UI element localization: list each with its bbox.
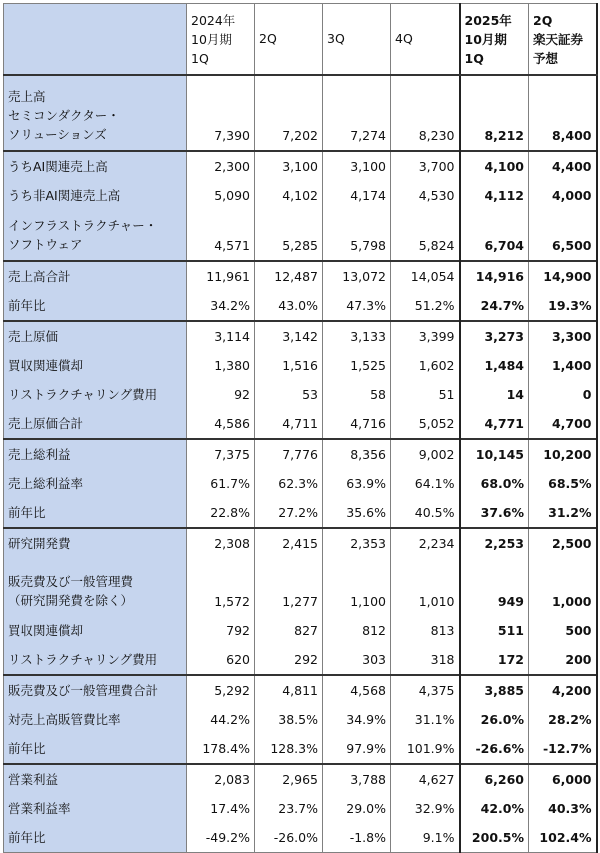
value-cell: 34.2% bbox=[187, 291, 255, 321]
value-cell: 1,000 bbox=[529, 558, 597, 616]
value-cell: 4,112 bbox=[460, 181, 529, 210]
row-label: 売上高 セミコンダクター・ ソリューションズ bbox=[4, 75, 187, 151]
table-row bbox=[4, 181, 597, 210]
table-row bbox=[4, 291, 597, 321]
value-cell: 37.6% bbox=[460, 498, 529, 528]
value-cell: 3,885 bbox=[460, 675, 529, 705]
header-label-cell bbox=[4, 4, 187, 76]
row-label: 買収関連償却 bbox=[4, 616, 187, 645]
row-label: うち非AI関連売上高 bbox=[4, 181, 187, 210]
value-cell: 4,102 bbox=[255, 181, 323, 210]
header-3q: 3Q bbox=[323, 4, 391, 76]
row-label: 前年比 bbox=[4, 823, 187, 853]
header-2q: 2Q bbox=[255, 4, 323, 76]
value-cell: 4,375 bbox=[391, 675, 460, 705]
value-cell: 61.7% bbox=[187, 469, 255, 498]
row-label: 前年比 bbox=[4, 291, 187, 321]
row-label: 営業利益 bbox=[4, 764, 187, 794]
value-cell: 31.2% bbox=[529, 498, 597, 528]
value-cell: 8,212 bbox=[460, 75, 529, 151]
value-cell: 22.8% bbox=[187, 498, 255, 528]
value-cell: 8,230 bbox=[391, 75, 460, 151]
row-label: 売上総利益 bbox=[4, 439, 187, 469]
value-cell: 2,965 bbox=[255, 764, 323, 794]
value-cell: 3,300 bbox=[529, 321, 597, 351]
value-cell: 42.0% bbox=[460, 794, 529, 823]
table-row bbox=[4, 380, 597, 409]
value-cell: 1,277 bbox=[255, 558, 323, 616]
value-cell: 1,400 bbox=[529, 351, 597, 380]
value-cell: 64.1% bbox=[391, 469, 460, 498]
row-label: リストラクチャリング費用 bbox=[4, 380, 187, 409]
value-cell: 3,700 bbox=[391, 151, 460, 181]
value-cell: 7,776 bbox=[255, 439, 323, 469]
row-label: 販売費及び一般管理費 （研究開発費を除く） bbox=[4, 558, 187, 616]
value-cell: 5,285 bbox=[255, 210, 323, 261]
row-label: 研究開発費 bbox=[4, 528, 187, 558]
table-row bbox=[4, 321, 597, 351]
value-cell: 827 bbox=[255, 616, 323, 645]
value-cell: 5,798 bbox=[323, 210, 391, 261]
value-cell: 0 bbox=[529, 380, 597, 409]
value-cell: 6,500 bbox=[529, 210, 597, 261]
header-fy2025-1q: 2025年 10月期 1Q bbox=[460, 4, 529, 76]
value-cell: 3,399 bbox=[391, 321, 460, 351]
value-cell: 9,002 bbox=[391, 439, 460, 469]
value-cell: 3,273 bbox=[460, 321, 529, 351]
table-row bbox=[4, 409, 597, 439]
value-cell: 102.4% bbox=[529, 823, 597, 853]
value-cell: 4,568 bbox=[323, 675, 391, 705]
header-2q-forecast: 2Q 楽天証券 予想 bbox=[529, 4, 597, 76]
value-cell: 1,602 bbox=[391, 351, 460, 380]
value-cell: 1,380 bbox=[187, 351, 255, 380]
value-cell: 812 bbox=[323, 616, 391, 645]
value-cell: 27.2% bbox=[255, 498, 323, 528]
value-cell: 3,142 bbox=[255, 321, 323, 351]
value-cell: 68.5% bbox=[529, 469, 597, 498]
value-cell: 51 bbox=[391, 380, 460, 409]
value-cell: -12.7% bbox=[529, 734, 597, 764]
value-cell: 4,711 bbox=[255, 409, 323, 439]
value-cell: 1,516 bbox=[255, 351, 323, 380]
value-cell: 2,353 bbox=[323, 528, 391, 558]
value-cell: -26.0% bbox=[255, 823, 323, 853]
value-cell: 17.4% bbox=[187, 794, 255, 823]
value-cell: 58 bbox=[323, 380, 391, 409]
value-cell: 1,484 bbox=[460, 351, 529, 380]
value-cell: 5,292 bbox=[187, 675, 255, 705]
value-cell: 29.0% bbox=[323, 794, 391, 823]
value-cell: 2,083 bbox=[187, 764, 255, 794]
value-cell: 949 bbox=[460, 558, 529, 616]
value-cell: 5,824 bbox=[391, 210, 460, 261]
table-row bbox=[4, 261, 597, 291]
value-cell: 2,253 bbox=[460, 528, 529, 558]
value-cell: 6,260 bbox=[460, 764, 529, 794]
table-row bbox=[4, 734, 597, 764]
value-cell: 1,010 bbox=[391, 558, 460, 616]
value-cell: 63.9% bbox=[323, 469, 391, 498]
value-cell: 13,072 bbox=[323, 261, 391, 291]
table-row bbox=[4, 528, 597, 558]
value-cell: 318 bbox=[391, 645, 460, 675]
value-cell: 11,961 bbox=[187, 261, 255, 291]
value-cell: 4,000 bbox=[529, 181, 597, 210]
value-cell: 4,200 bbox=[529, 675, 597, 705]
value-cell: 7,390 bbox=[187, 75, 255, 151]
value-cell: -1.8% bbox=[323, 823, 391, 853]
value-cell: 6,000 bbox=[529, 764, 597, 794]
value-cell: 4,400 bbox=[529, 151, 597, 181]
value-cell: 3,133 bbox=[323, 321, 391, 351]
value-cell: 500 bbox=[529, 616, 597, 645]
value-cell: 40.3% bbox=[529, 794, 597, 823]
value-cell: 43.0% bbox=[255, 291, 323, 321]
value-cell: 4,700 bbox=[529, 409, 597, 439]
table-row bbox=[4, 558, 597, 616]
value-cell: -49.2% bbox=[187, 823, 255, 853]
value-cell: 12,487 bbox=[255, 261, 323, 291]
value-cell: 7,274 bbox=[323, 75, 391, 151]
table-row bbox=[4, 75, 597, 151]
value-cell: 2,415 bbox=[255, 528, 323, 558]
value-cell: 10,145 bbox=[460, 439, 529, 469]
row-label: 前年比 bbox=[4, 498, 187, 528]
table-row bbox=[4, 705, 597, 734]
row-label: 対売上高販管費比率 bbox=[4, 705, 187, 734]
value-cell: 3,100 bbox=[323, 151, 391, 181]
value-cell: 28.2% bbox=[529, 705, 597, 734]
value-cell: 14 bbox=[460, 380, 529, 409]
row-label: 売上原価 bbox=[4, 321, 187, 351]
row-label: インフラストラクチャー・ ソフトウェア bbox=[4, 210, 187, 261]
row-label: 前年比 bbox=[4, 734, 187, 764]
value-cell: 62.3% bbox=[255, 469, 323, 498]
table-row bbox=[4, 823, 597, 853]
value-cell: 7,375 bbox=[187, 439, 255, 469]
row-label: うちAI関連売上高 bbox=[4, 151, 187, 181]
value-cell: 172 bbox=[460, 645, 529, 675]
value-cell: 9.1% bbox=[391, 823, 460, 853]
value-cell: 4,530 bbox=[391, 181, 460, 210]
table-row bbox=[4, 616, 597, 645]
value-cell: 1,572 bbox=[187, 558, 255, 616]
table-row bbox=[4, 469, 597, 498]
row-label: 販売費及び一般管理費合計 bbox=[4, 675, 187, 705]
row-label: 売上原価合計 bbox=[4, 409, 187, 439]
value-cell: 97.9% bbox=[323, 734, 391, 764]
header-4q: 4Q bbox=[391, 4, 460, 76]
table-row bbox=[4, 764, 597, 794]
value-cell: -26.6% bbox=[460, 734, 529, 764]
value-cell: 10,200 bbox=[529, 439, 597, 469]
table-row bbox=[4, 210, 597, 261]
value-cell: 26.0% bbox=[460, 705, 529, 734]
value-cell: 1,100 bbox=[323, 558, 391, 616]
table-row bbox=[4, 151, 597, 181]
row-label: 営業利益率 bbox=[4, 794, 187, 823]
value-cell: 511 bbox=[460, 616, 529, 645]
value-cell: 23.7% bbox=[255, 794, 323, 823]
value-cell: 4,811 bbox=[255, 675, 323, 705]
value-cell: 4,100 bbox=[460, 151, 529, 181]
header-fy2024-1q: 2024年 10月期 1Q bbox=[187, 4, 255, 76]
value-cell: 4,174 bbox=[323, 181, 391, 210]
value-cell: 14,916 bbox=[460, 261, 529, 291]
value-cell: 5,090 bbox=[187, 181, 255, 210]
value-cell: 200.5% bbox=[460, 823, 529, 853]
value-cell: 53 bbox=[255, 380, 323, 409]
value-cell: 3,788 bbox=[323, 764, 391, 794]
value-cell: 14,054 bbox=[391, 261, 460, 291]
value-cell: 128.3% bbox=[255, 734, 323, 764]
value-cell: 14,900 bbox=[529, 261, 597, 291]
table-row bbox=[4, 498, 597, 528]
value-cell: 51.2% bbox=[391, 291, 460, 321]
value-cell: 3,114 bbox=[187, 321, 255, 351]
table-row bbox=[4, 794, 597, 823]
value-cell: 4,716 bbox=[323, 409, 391, 439]
value-cell: 47.3% bbox=[323, 291, 391, 321]
value-cell: 303 bbox=[323, 645, 391, 675]
value-cell: 4,627 bbox=[391, 764, 460, 794]
value-cell: 5,052 bbox=[391, 409, 460, 439]
value-cell: 44.2% bbox=[187, 705, 255, 734]
value-cell: 8,356 bbox=[323, 439, 391, 469]
row-label: 売上高合計 bbox=[4, 261, 187, 291]
value-cell: 4,586 bbox=[187, 409, 255, 439]
value-cell: 35.6% bbox=[323, 498, 391, 528]
value-cell: 4,571 bbox=[187, 210, 255, 261]
value-cell: 68.0% bbox=[460, 469, 529, 498]
value-cell: 40.5% bbox=[391, 498, 460, 528]
value-cell: 200 bbox=[529, 645, 597, 675]
table-row bbox=[4, 351, 597, 380]
row-label: 売上総利益率 bbox=[4, 469, 187, 498]
value-cell: 19.3% bbox=[529, 291, 597, 321]
financial-table bbox=[3, 3, 598, 853]
value-cell: 792 bbox=[187, 616, 255, 645]
value-cell: 2,300 bbox=[187, 151, 255, 181]
value-cell: 3,100 bbox=[255, 151, 323, 181]
value-cell: 178.4% bbox=[187, 734, 255, 764]
table-row bbox=[4, 439, 597, 469]
table-row bbox=[4, 645, 597, 675]
value-cell: 813 bbox=[391, 616, 460, 645]
value-cell: 7,202 bbox=[255, 75, 323, 151]
value-cell: 92 bbox=[187, 380, 255, 409]
value-cell: 292 bbox=[255, 645, 323, 675]
value-cell: 6,704 bbox=[460, 210, 529, 261]
value-cell: 31.1% bbox=[391, 705, 460, 734]
value-cell: 38.5% bbox=[255, 705, 323, 734]
value-cell: 2,308 bbox=[187, 528, 255, 558]
value-cell: 4,771 bbox=[460, 409, 529, 439]
value-cell: 32.9% bbox=[391, 794, 460, 823]
value-cell: 8,400 bbox=[529, 75, 597, 151]
value-cell: 34.9% bbox=[323, 705, 391, 734]
value-cell: 101.9% bbox=[391, 734, 460, 764]
header-row bbox=[4, 4, 597, 76]
financial-table-container bbox=[3, 3, 598, 853]
table-row bbox=[4, 675, 597, 705]
value-cell: 2,234 bbox=[391, 528, 460, 558]
row-label: リストラクチャリング費用 bbox=[4, 645, 187, 675]
row-label: 買収関連償却 bbox=[4, 351, 187, 380]
value-cell: 1,525 bbox=[323, 351, 391, 380]
value-cell: 620 bbox=[187, 645, 255, 675]
value-cell: 2,500 bbox=[529, 528, 597, 558]
value-cell: 24.7% bbox=[460, 291, 529, 321]
